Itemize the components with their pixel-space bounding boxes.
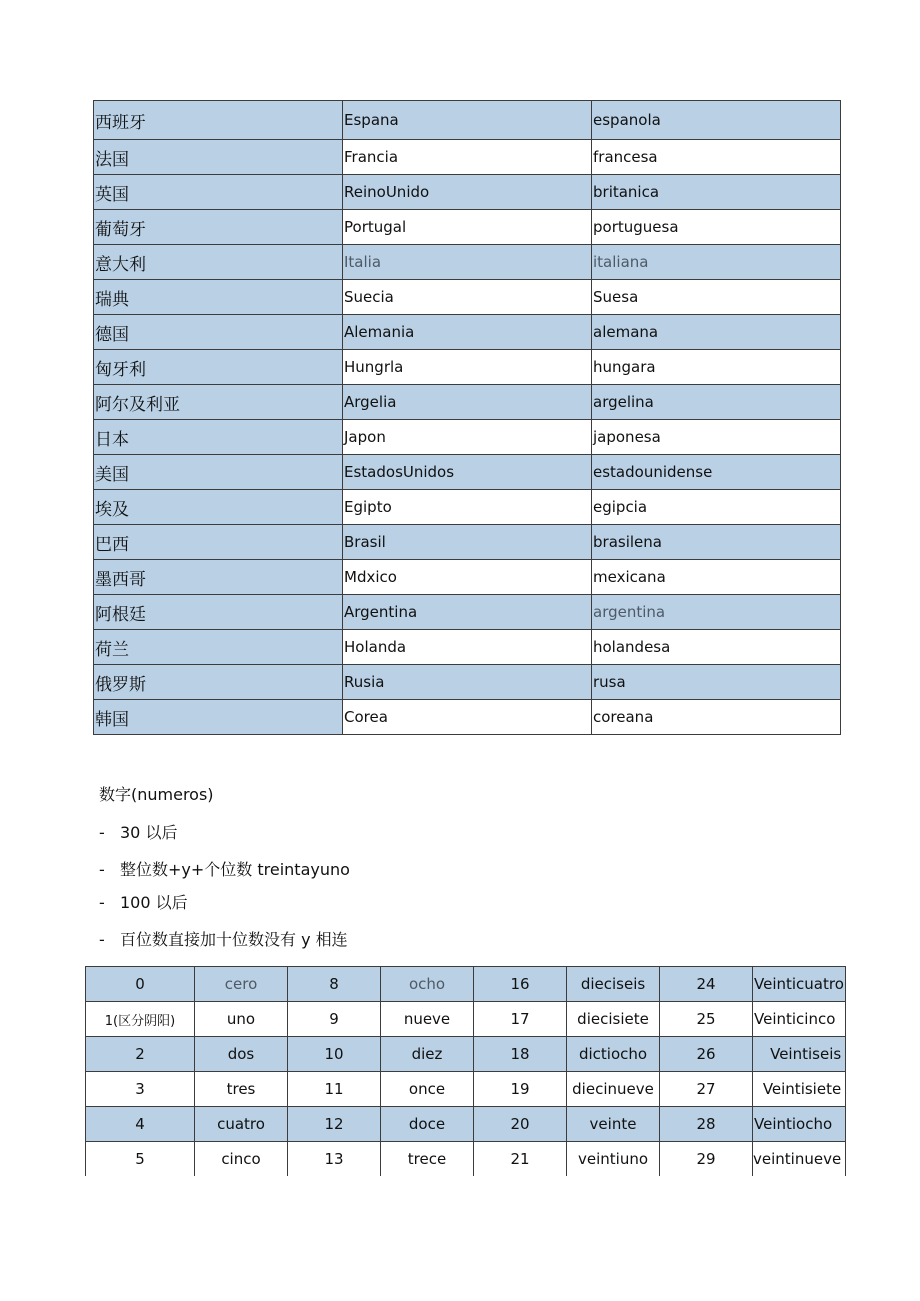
word-cell: diecinueve xyxy=(567,1072,660,1107)
table-row xyxy=(94,560,841,595)
word-cell: Veintisiete xyxy=(753,1072,846,1107)
dash-marker: - xyxy=(99,893,105,912)
chinese-name-cell: 阿尔及利亚 xyxy=(94,385,343,420)
note-item xyxy=(99,820,177,843)
nationality-cell: portuguesa xyxy=(592,210,841,245)
word-cell: Veinticuatro xyxy=(753,967,846,1002)
word-cell: Veintiseis xyxy=(753,1037,846,1072)
word-cell: ocho xyxy=(381,967,474,1002)
nationality-cell: Suesa xyxy=(592,280,841,315)
word-cell: once xyxy=(381,1072,474,1107)
countries-table xyxy=(93,100,841,735)
chinese-name-cell: 巴西 xyxy=(94,525,343,560)
number-cell: 2 xyxy=(86,1037,195,1072)
nationality-cell: holandesa xyxy=(592,630,841,665)
number-cell: 29 xyxy=(660,1142,753,1177)
word-cell: trece xyxy=(381,1142,474,1177)
country-cell: Suecia xyxy=(343,280,592,315)
word-cell: dos xyxy=(195,1037,288,1072)
note-item xyxy=(99,890,188,913)
word-cell: dieciseis xyxy=(567,967,660,1002)
numbers-heading: 数字(numeros) xyxy=(99,785,214,804)
nationality-cell: coreana xyxy=(592,700,841,735)
table-row xyxy=(94,595,841,630)
table-row xyxy=(94,101,841,140)
country-cell: Mdxico xyxy=(343,560,592,595)
note-item xyxy=(99,857,350,880)
number-cell: 9 xyxy=(288,1002,381,1037)
table-row xyxy=(94,385,841,420)
country-cell: Alemania xyxy=(343,315,592,350)
country-cell: Argentina xyxy=(343,595,592,630)
number-cell: 18 xyxy=(474,1037,567,1072)
table-row xyxy=(94,245,841,280)
table-row xyxy=(86,1072,846,1107)
nationality-cell: alemana xyxy=(592,315,841,350)
nationality-cell: estadounidense xyxy=(592,455,841,490)
country-cell: Argelia xyxy=(343,385,592,420)
chinese-name-cell: 俄罗斯 xyxy=(94,665,343,700)
nationality-cell: rusa xyxy=(592,665,841,700)
note-text: 整位数+y+个位数 treintayuno xyxy=(120,860,350,879)
word-cell: Veintiocho xyxy=(753,1107,846,1142)
chinese-name-cell: 瑞典 xyxy=(94,280,343,315)
note-item xyxy=(99,927,348,950)
dash-marker: - xyxy=(99,930,105,949)
nationality-cell: egipcia xyxy=(592,490,841,525)
table-row xyxy=(86,1037,846,1072)
table-row xyxy=(94,280,841,315)
number-cell: 20 xyxy=(474,1107,567,1142)
number-cell: 26 xyxy=(660,1037,753,1072)
table-row xyxy=(86,1002,846,1037)
word-cell: dictiocho xyxy=(567,1037,660,1072)
word-cell: veinte xyxy=(567,1107,660,1142)
table-row xyxy=(94,490,841,525)
number-cell: 11 xyxy=(288,1072,381,1107)
chinese-name-cell: 西班牙 xyxy=(94,101,343,140)
note-text: 百位数直接加十位数没有 y 相连 xyxy=(120,930,348,949)
number-cell: 28 xyxy=(660,1107,753,1142)
table-row xyxy=(94,700,841,735)
word-cell: cuatro xyxy=(195,1107,288,1142)
country-cell: Corea xyxy=(343,700,592,735)
table-row xyxy=(86,1142,846,1177)
numbers-table xyxy=(85,966,846,1176)
number-cell: 10 xyxy=(288,1037,381,1072)
nationality-cell: mexicana xyxy=(592,560,841,595)
number-cell: 24 xyxy=(660,967,753,1002)
table-row xyxy=(94,630,841,665)
table-row xyxy=(94,420,841,455)
country-cell: Francia xyxy=(343,140,592,175)
chinese-name-cell: 埃及 xyxy=(94,490,343,525)
chinese-name-cell: 葡萄牙 xyxy=(94,210,343,245)
number-cell: 19 xyxy=(474,1072,567,1107)
country-cell: Portugal xyxy=(343,210,592,245)
table-row xyxy=(94,210,841,245)
country-cell: Rusia xyxy=(343,665,592,700)
chinese-name-cell: 匈牙利 xyxy=(94,350,343,385)
chinese-name-cell: 德国 xyxy=(94,315,343,350)
table-row xyxy=(94,665,841,700)
number-cell: 4 xyxy=(86,1107,195,1142)
chinese-name-cell: 韩国 xyxy=(94,700,343,735)
word-cell: cinco xyxy=(195,1142,288,1177)
country-cell: Holanda xyxy=(343,630,592,665)
nationality-cell: hungara xyxy=(592,350,841,385)
country-cell: Espana xyxy=(343,101,592,140)
number-cell: 25 xyxy=(660,1002,753,1037)
table-row xyxy=(86,967,846,1002)
number-cell: 17 xyxy=(474,1002,567,1037)
nationality-cell: britanica xyxy=(592,175,841,210)
number-cell: 16 xyxy=(474,967,567,1002)
word-cell: diez xyxy=(381,1037,474,1072)
note-text: 100 以后 xyxy=(120,893,188,912)
dash-marker: - xyxy=(99,860,105,879)
word-cell: cero xyxy=(195,967,288,1002)
table-row xyxy=(94,175,841,210)
number-cell: 13 xyxy=(288,1142,381,1177)
chinese-name-cell: 英国 xyxy=(94,175,343,210)
table-row xyxy=(94,315,841,350)
country-cell: Japon xyxy=(343,420,592,455)
number-cell: 1(区分阴阳) xyxy=(86,1002,195,1037)
word-cell: veintinueve xyxy=(753,1142,846,1177)
number-cell: 21 xyxy=(474,1142,567,1177)
chinese-name-cell: 荷兰 xyxy=(94,630,343,665)
word-cell: nueve xyxy=(381,1002,474,1037)
word-cell: Veinticinco xyxy=(753,1002,846,1037)
nationality-cell: italiana xyxy=(592,245,841,280)
table-row xyxy=(94,525,841,560)
country-cell: Brasil xyxy=(343,525,592,560)
number-cell: 0 xyxy=(86,967,195,1002)
nationality-cell: francesa xyxy=(592,140,841,175)
nationality-cell: japonesa xyxy=(592,420,841,455)
chinese-name-cell: 意大利 xyxy=(94,245,343,280)
country-cell: EstadosUnidos xyxy=(343,455,592,490)
country-cell: ReinoUnido xyxy=(343,175,592,210)
table-row xyxy=(86,1107,846,1142)
country-cell: Hungrla xyxy=(343,350,592,385)
country-cell: Italia xyxy=(343,245,592,280)
table-row xyxy=(94,455,841,490)
number-cell: 27 xyxy=(660,1072,753,1107)
nationality-cell: argelina xyxy=(592,385,841,420)
word-cell: doce xyxy=(381,1107,474,1142)
chinese-name-cell: 日本 xyxy=(94,420,343,455)
word-cell: uno xyxy=(195,1002,288,1037)
note-text: 30 以后 xyxy=(120,823,178,842)
table-row xyxy=(94,350,841,385)
dash-marker: - xyxy=(99,823,105,842)
nationality-cell: espanola xyxy=(592,101,841,140)
number-cell: 12 xyxy=(288,1107,381,1142)
nationality-cell: brasilena xyxy=(592,525,841,560)
chinese-name-cell: 阿根廷 xyxy=(94,595,343,630)
word-cell: tres xyxy=(195,1072,288,1107)
table-row xyxy=(94,140,841,175)
nationality-cell: argentina xyxy=(592,595,841,630)
word-cell: veintiuno xyxy=(567,1142,660,1177)
country-cell: Egipto xyxy=(343,490,592,525)
number-cell: 5 xyxy=(86,1142,195,1177)
chinese-name-cell: 美国 xyxy=(94,455,343,490)
chinese-name-cell: 墨西哥 xyxy=(94,560,343,595)
number-cell: 8 xyxy=(288,967,381,1002)
chinese-name-cell: 法国 xyxy=(94,140,343,175)
word-cell: diecisiete xyxy=(567,1002,660,1037)
number-cell: 3 xyxy=(86,1072,195,1107)
